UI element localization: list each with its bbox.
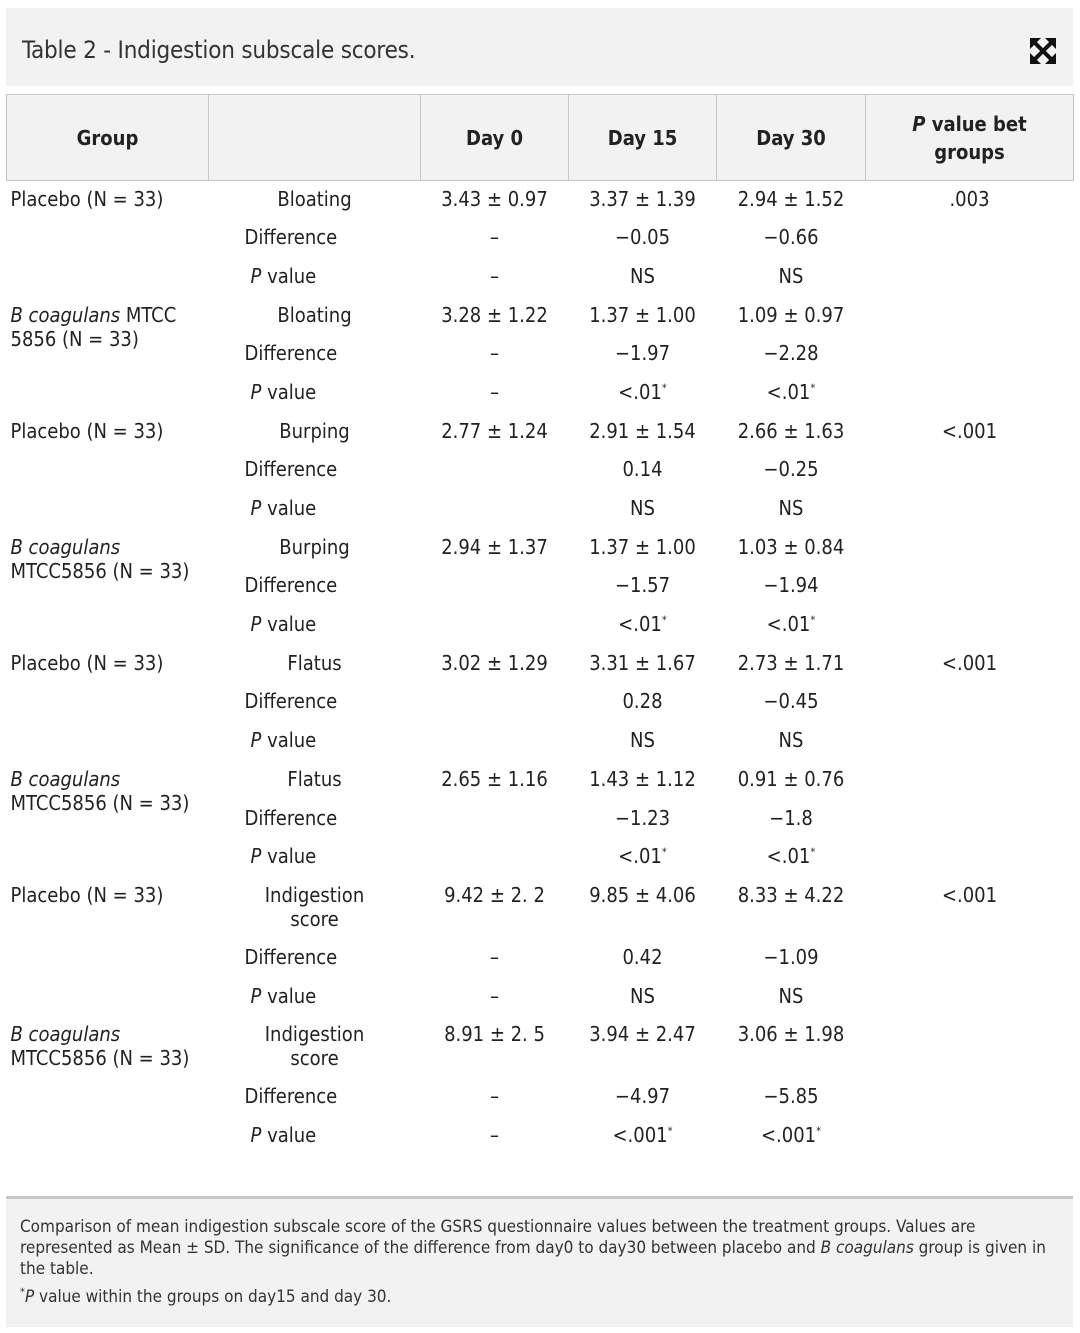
header-measure [209, 95, 421, 181]
between-groups-cell [866, 297, 1074, 336]
difference-cell: −1.23 [614, 805, 671, 830]
difference-label: Difference [244, 944, 338, 969]
difference-label: Difference [244, 457, 338, 482]
difference-label: Difference [244, 805, 338, 830]
p-value-label: P value [250, 612, 317, 637]
between-groups-cell: <.001 [941, 418, 998, 443]
difference-cell: −0.66 [763, 225, 819, 250]
difference-cell [421, 451, 569, 490]
p-value-cell: <.001* [760, 1122, 822, 1147]
table-row [7, 761, 1074, 800]
difference-label: Difference [244, 573, 338, 598]
day0-cell: 2.65 ± 1.16 [441, 766, 548, 791]
p-value-cell: NS [778, 983, 804, 1008]
measure-cell: Bloating [277, 187, 352, 211]
difference-cell: −0.25 [763, 457, 819, 482]
empty-cell [866, 451, 1074, 490]
p-value-label: P value [250, 496, 317, 520]
table-row [7, 181, 1074, 220]
day15-cell: 3.94 ± 2.47 [589, 1022, 696, 1047]
difference-cell: −0.45 [763, 689, 819, 714]
p-value-label: P value [250, 983, 317, 1008]
group-cell: B coagulans MTCC5856 (N = 33) [10, 766, 190, 815]
day0-cell: 3.02 ± 1.29 [441, 650, 548, 675]
difference-cell: −0.05 [614, 225, 671, 250]
p-value-cell: NS [778, 263, 804, 288]
table-title-bar [6, 8, 1073, 86]
difference-cell [421, 567, 569, 606]
difference-cell: −4.97 [614, 1084, 671, 1109]
p-value-cell: <.01* [766, 379, 816, 404]
day0-cell: 8.91 ± 2. 5 [444, 1022, 545, 1047]
p-value-cell [421, 606, 569, 645]
p-value-cell [421, 838, 569, 877]
day0-cell: 3.43 ± 0.97 [441, 187, 548, 211]
difference-label: Difference [244, 225, 338, 250]
between-groups-cell [866, 529, 1074, 568]
p-value-cell [421, 722, 569, 761]
empty-cell [866, 374, 1074, 413]
difference-cell: – [490, 944, 499, 969]
difference-label: Difference [244, 1084, 338, 1109]
header-row [7, 95, 1074, 181]
p-value-cell [421, 490, 569, 529]
table-caption: Comparison of mean indigestion subscale score of the GSRS questionnaire values between the treatment groups. Values are represented as Mean ± SD. The significance of the difference from day0 to day30 between placebo and B coagulans group is given in the table. [20, 1217, 1046, 1279]
day30-cell: 8.33 ± 4.22 [737, 882, 845, 907]
p-value-cell: – [490, 263, 499, 288]
empty-cell [866, 838, 1074, 877]
difference-cell: 0.28 [622, 689, 663, 714]
p-value-cell: <.01* [618, 379, 667, 404]
table-footer [6, 1199, 1073, 1327]
empty-cell [866, 978, 1074, 1017]
difference-cell: −1.09 [763, 944, 819, 969]
difference-cell: – [490, 1084, 499, 1109]
day30-cell: 2.94 ± 1.52 [737, 187, 845, 211]
table-row [7, 645, 1074, 684]
empty-cell [866, 219, 1074, 258]
p-value-cell: NS [630, 983, 655, 1008]
p-value-label: P value [250, 379, 317, 404]
measure-cell: Burping [279, 418, 350, 443]
p-value-cell: <.01* [618, 612, 667, 637]
expand-arrows-icon[interactable] [1029, 37, 1057, 65]
empty-cell [866, 800, 1074, 839]
table-row [7, 1016, 1074, 1078]
day15-cell: 2.91 ± 1.54 [589, 418, 696, 443]
day30-cell: 2.66 ± 1.63 [737, 418, 845, 443]
p-value-label: P value [250, 1122, 317, 1147]
header-day0: Day 0 [421, 95, 569, 181]
table-footnote: *P value within the groups on day15 and day 30. [20, 1285, 392, 1307]
table-row [7, 413, 1074, 452]
empty-cell [866, 606, 1074, 645]
difference-cell: – [490, 341, 499, 366]
p-value-cell: – [490, 983, 499, 1008]
measure-cell: Indigestion score [264, 882, 365, 931]
empty-cell [866, 939, 1074, 978]
header-group: Group [7, 95, 209, 181]
difference-cell: −1.97 [614, 341, 671, 366]
day15-cell: 1.43 ± 1.12 [589, 766, 696, 791]
group-cell: B coagulans MTCC5856 (N = 33) [10, 534, 190, 583]
day0-cell: 2.77 ± 1.24 [441, 418, 548, 443]
empty-cell [866, 722, 1074, 761]
group-cell: Placebo (N = 33) [10, 650, 164, 675]
p-value-cell: <.01* [618, 844, 667, 869]
day15-cell: 1.37 ± 1.00 [589, 302, 696, 327]
difference-cell [421, 683, 569, 722]
day30-cell: 0.91 ± 0.76 [737, 766, 845, 791]
p-value-label: P value [250, 844, 317, 869]
p-value-cell: NS [630, 496, 655, 520]
difference-label: Difference [244, 341, 338, 366]
measure-cell: Flatus [287, 650, 342, 675]
table-row [7, 877, 1074, 939]
header-pvalue-between: P value bet groups [866, 95, 1074, 181]
measure-cell: Indigestion score [264, 1022, 365, 1071]
indigestion-table [6, 94, 1074, 1156]
day30-cell: 1.09 ± 0.97 [737, 302, 845, 327]
p-value-cell: NS [778, 496, 804, 520]
p-value-cell: – [490, 1122, 499, 1147]
difference-cell: −1.57 [614, 573, 671, 598]
between-groups-cell: .003 [949, 187, 990, 211]
difference-cell [421, 800, 569, 839]
difference-cell: 0.42 [622, 944, 663, 969]
empty-cell [866, 567, 1074, 606]
day15-cell: 3.37 ± 1.39 [589, 187, 696, 211]
group-cell: Placebo (N = 33) [10, 418, 164, 443]
empty-cell [866, 1117, 1074, 1156]
group-cell: Placebo (N = 33) [10, 187, 164, 211]
difference-cell: – [490, 225, 499, 250]
measure-cell: Flatus [287, 766, 342, 791]
p-value-label: P value [250, 263, 317, 288]
measure-cell: Bloating [277, 302, 352, 327]
p-value-cell: NS [630, 263, 655, 288]
group-cell: Placebo (N = 33) [10, 882, 164, 907]
day0-cell: 9.42 ± 2. 2 [444, 882, 545, 907]
p-value-cell: NS [778, 728, 804, 753]
difference-cell: −2.28 [763, 341, 819, 366]
day0-cell: 2.94 ± 1.37 [441, 534, 548, 559]
table-row [7, 297, 1074, 336]
difference-cell: 0.14 [622, 457, 663, 482]
group-cell: B coagulans MTCC 5856 (N = 33) [10, 302, 177, 351]
day30-cell: 1.03 ± 0.84 [737, 534, 845, 559]
between-groups-cell: <.001 [941, 650, 998, 675]
header-day15: Day 15 [569, 95, 717, 181]
p-value-cell: <.001* [612, 1122, 673, 1147]
table-title: Table 2 - Indigestion subscale scores. [22, 36, 416, 64]
empty-cell [866, 490, 1074, 529]
day30-cell: 3.06 ± 1.98 [737, 1022, 845, 1047]
day15-cell: 3.31 ± 1.67 [589, 650, 696, 675]
difference-label: Difference [244, 689, 338, 714]
p-value-cell: <.01* [766, 844, 816, 869]
p-value-cell: – [490, 379, 499, 404]
empty-cell [866, 258, 1074, 297]
table-row [7, 529, 1074, 568]
day0-cell: 3.28 ± 1.22 [441, 302, 548, 327]
p-value-label: P value [250, 728, 317, 753]
difference-cell: −1.8 [769, 805, 813, 830]
empty-cell [866, 335, 1074, 374]
empty-cell [866, 683, 1074, 722]
between-groups-cell [866, 761, 1074, 800]
p-value-cell: <.01* [766, 612, 816, 637]
measure-cell: Burping [279, 534, 350, 559]
difference-cell: −5.85 [763, 1084, 819, 1109]
header-day30: Day 30 [717, 95, 866, 181]
group-cell: B coagulans MTCC5856 (N = 33) [10, 1022, 190, 1071]
day15-cell: 9.85 ± 4.06 [589, 882, 696, 907]
day15-cell: 1.37 ± 1.00 [589, 534, 696, 559]
difference-cell: −1.94 [763, 573, 819, 598]
between-groups-cell [866, 1016, 1074, 1078]
between-groups-cell: <.001 [941, 882, 998, 907]
empty-cell [866, 1078, 1074, 1117]
p-value-cell: NS [630, 728, 655, 753]
day30-cell: 2.73 ± 1.71 [737, 650, 845, 675]
